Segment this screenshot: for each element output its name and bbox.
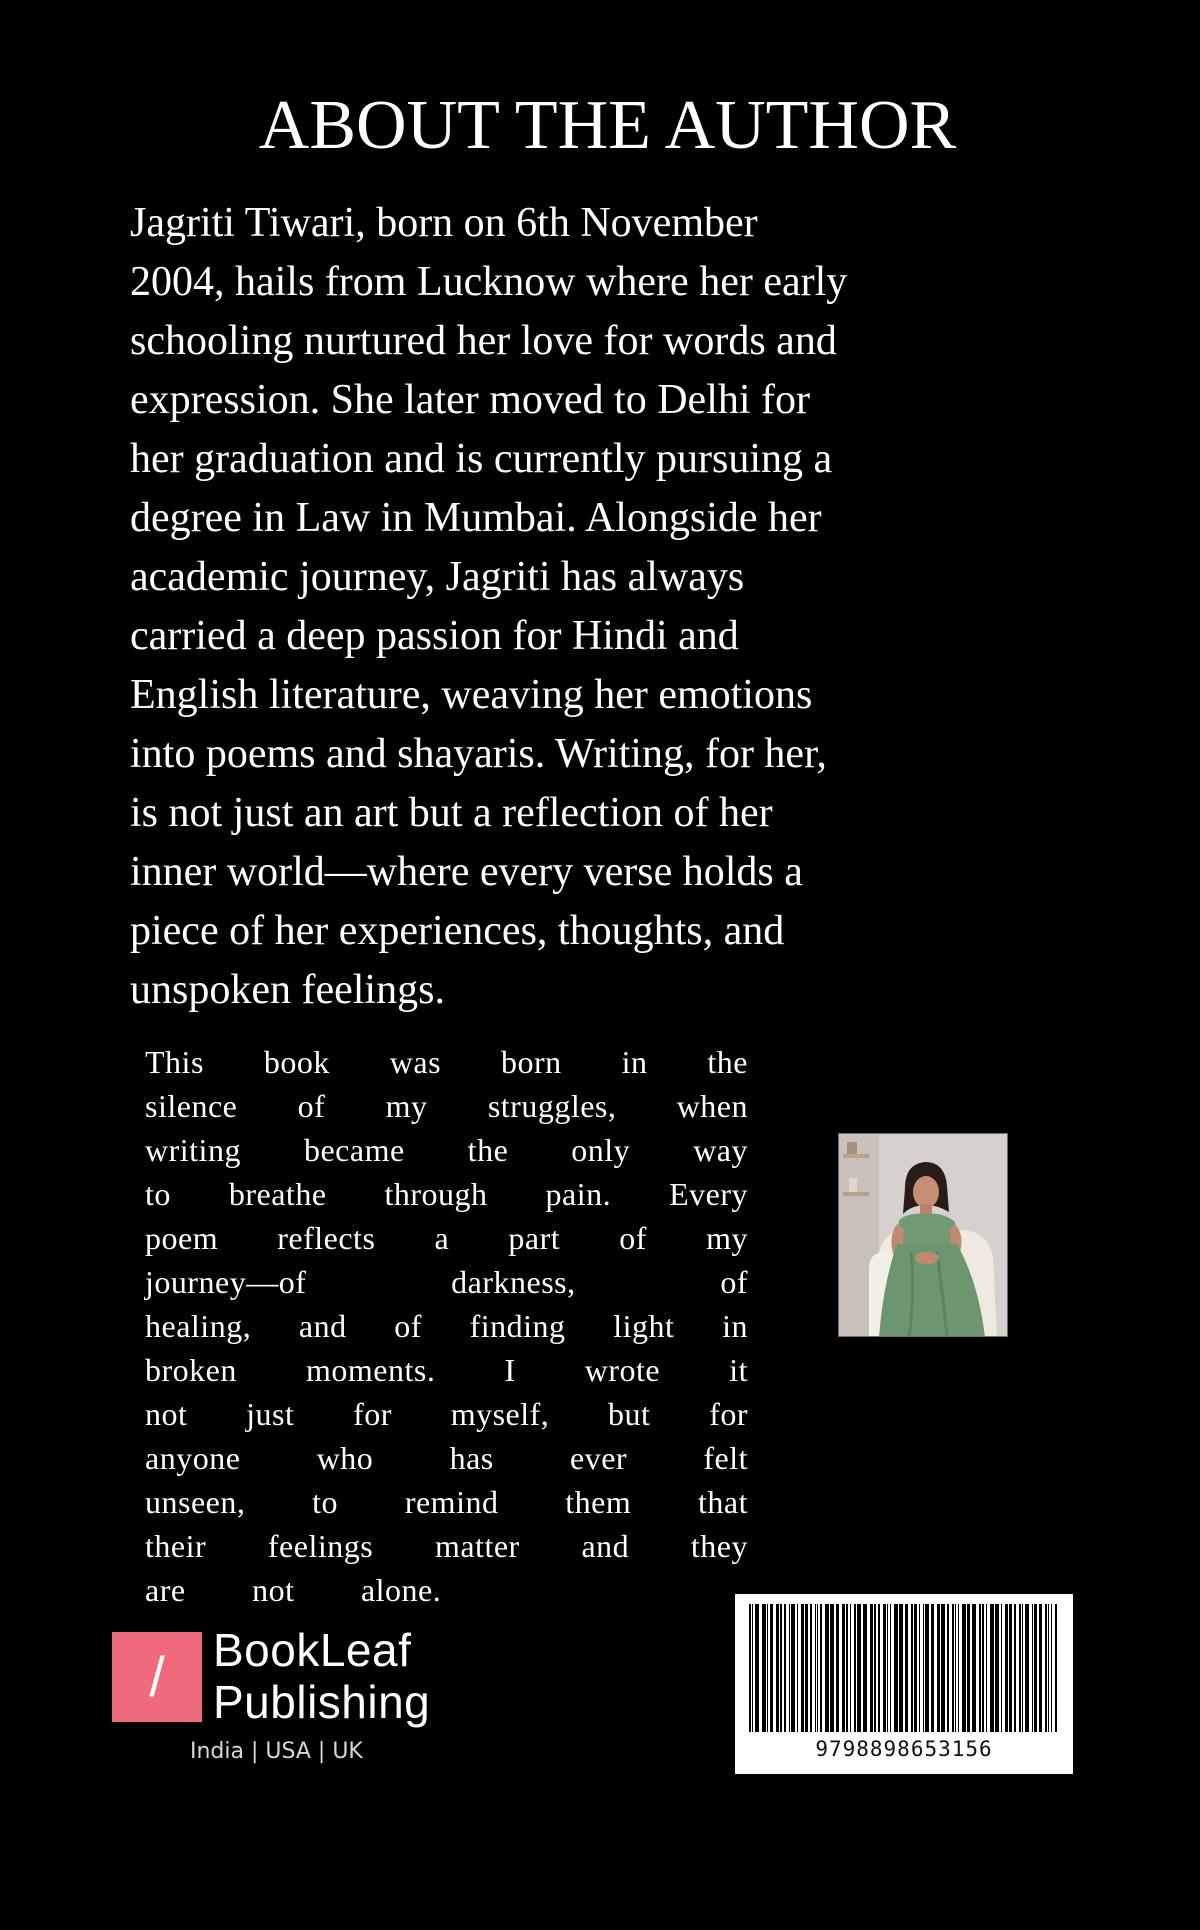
barcode-bar xyxy=(755,1604,759,1732)
barcode-bar xyxy=(962,1604,966,1732)
blurb-line: their feelings matter and they xyxy=(145,1528,748,1564)
barcode-bar xyxy=(925,1604,929,1732)
barcode-bar xyxy=(919,1604,920,1732)
publisher-regions: India | USA | UK xyxy=(190,1739,363,1764)
barcode-bar xyxy=(955,1604,956,1732)
barcode-bar xyxy=(878,1604,880,1732)
bio-line: 2004, hails from Lucknow where her early xyxy=(130,259,848,305)
barcode-bar xyxy=(958,1604,959,1732)
publisher-name-line1: BookLeaf xyxy=(213,1624,412,1676)
barcode-bar xyxy=(801,1604,804,1732)
barcode-bar xyxy=(857,1604,861,1732)
barcode-bar xyxy=(947,1604,949,1732)
barcode-bar xyxy=(854,1604,856,1732)
barcode-bars xyxy=(749,1604,1059,1732)
publisher-name-line2: Publishing xyxy=(213,1676,431,1728)
barcode-bar xyxy=(820,1604,822,1732)
bio-line: is not just an art but a reflection of her xyxy=(130,790,773,836)
barcode-bar xyxy=(986,1604,987,1732)
bio-line: carried a deep passion for Hindi and xyxy=(130,613,739,659)
barcode-bar xyxy=(815,1604,816,1732)
barcode-bar xyxy=(995,1604,999,1732)
barcode-bar xyxy=(1019,1604,1021,1732)
bio-line: unspoken feelings. xyxy=(130,967,445,1013)
barcode-bar xyxy=(979,1604,981,1732)
barcode-bar xyxy=(749,1604,751,1732)
barcode-bar xyxy=(836,1604,839,1732)
author-photo-illustration xyxy=(839,1134,1008,1337)
barcode-bar xyxy=(770,1604,773,1732)
author-bio xyxy=(130,194,970,1020)
barcode-bar xyxy=(883,1604,886,1732)
barcode-bar xyxy=(1022,1604,1023,1732)
author-photo xyxy=(838,1133,1008,1337)
publisher-logo-icon xyxy=(112,1632,202,1722)
barcode-bar xyxy=(899,1604,903,1732)
barcode-bar xyxy=(1051,1604,1052,1732)
bio-line: expression. She later moved to Delhi for xyxy=(130,377,810,423)
barcode-bar xyxy=(767,1604,768,1732)
bio-line: inner world—where every verse holds a xyxy=(130,849,803,895)
barcode-bar xyxy=(846,1604,848,1732)
blurb-line: anyone who has ever felt xyxy=(145,1440,748,1476)
barcode-bar xyxy=(1034,1604,1037,1732)
bio-line: degree in Law in Mumbai. Alongside her xyxy=(130,495,822,541)
page-title: ABOUT THE AUTHOR xyxy=(258,87,957,164)
barcode-bar xyxy=(776,1604,779,1732)
barcode-bar xyxy=(923,1604,924,1732)
barcode-bar xyxy=(1048,1604,1049,1732)
barcode-bar xyxy=(752,1604,753,1732)
blurb-line: unseen, to remind them that xyxy=(145,1484,748,1520)
barcode-bar xyxy=(914,1604,917,1732)
logo-slash-glyph: / xyxy=(149,1645,165,1708)
barcode-bar xyxy=(842,1604,845,1732)
barcode-bar xyxy=(894,1604,898,1732)
barcode-bar xyxy=(825,1604,829,1732)
blurb-line: healing, and of finding light in xyxy=(145,1308,748,1344)
barcode-bar xyxy=(937,1604,940,1732)
bio-line: Jagriti Tiwari, born on 6th November xyxy=(130,200,758,246)
bio-line: English literature, weaving her emotions xyxy=(130,672,813,718)
barcode-bar xyxy=(990,1604,994,1732)
barcode-bar xyxy=(1032,1604,1033,1732)
barcode-bar xyxy=(1009,1604,1012,1732)
barcode-bar xyxy=(810,1604,812,1732)
barcode-bar xyxy=(1045,1604,1047,1732)
blurb-line: are not alone. xyxy=(145,1572,442,1608)
barcode-bar xyxy=(905,1604,908,1732)
blurb-line: silence of my struggles, when xyxy=(145,1088,748,1124)
barcode-bar xyxy=(830,1604,834,1732)
barcode-bar xyxy=(1055,1604,1057,1732)
barcode-bar xyxy=(874,1604,876,1732)
barcode-bar xyxy=(762,1604,766,1732)
barcode-bar xyxy=(791,1604,795,1732)
barcode-bar xyxy=(789,1604,790,1732)
bio-line: academic journey, Jagriti has always xyxy=(130,554,745,600)
barcode-bar xyxy=(1014,1604,1016,1732)
barcode-bar xyxy=(952,1604,954,1732)
barcode-bar xyxy=(784,1604,786,1732)
bio-line: schooling nurtured her love for words and xyxy=(130,318,837,364)
barcode-bar xyxy=(911,1604,913,1732)
book-blurb xyxy=(145,1040,748,1612)
bio-line: into poems and shayaris. Writing, for her, xyxy=(130,731,827,777)
blurb-line: poem reflects a part of my xyxy=(145,1220,748,1256)
barcode-bar xyxy=(941,1604,945,1732)
barcode-bar xyxy=(1005,1604,1008,1732)
barcode-bar xyxy=(931,1604,934,1732)
barcode-bar xyxy=(1039,1604,1042,1732)
bio-line: her graduation and is currently pursuing a xyxy=(130,436,833,482)
barcode-bar xyxy=(887,1604,888,1732)
barcode-bar xyxy=(1001,1604,1002,1732)
barcode-bar xyxy=(870,1604,873,1732)
barcode-bar xyxy=(863,1604,867,1732)
barcode-bar xyxy=(805,1604,808,1732)
blurb-line: broken moments. I wrote it xyxy=(145,1352,748,1388)
barcode-bar xyxy=(1025,1604,1029,1732)
blurb-line: not just for myself, but for xyxy=(145,1396,748,1432)
barcode-bar xyxy=(972,1604,976,1732)
isbn-number: 9798898653156 xyxy=(815,1737,993,1761)
bio-line: piece of her experiences, thoughts, and xyxy=(130,908,785,954)
isbn-barcode xyxy=(735,1594,1073,1774)
barcode-bar xyxy=(780,1604,782,1732)
blurb-line: writing became the only way xyxy=(145,1132,748,1168)
blurb-line: This book was born in the xyxy=(145,1044,748,1080)
barcode-bar xyxy=(797,1604,798,1732)
barcode-bar xyxy=(982,1604,984,1732)
barcode-bar xyxy=(890,1604,891,1732)
barcode-bar xyxy=(967,1604,970,1732)
blurb-line: journey—of darkness, of xyxy=(145,1264,748,1300)
blurb-line: to breathe through pain. Every xyxy=(145,1176,748,1212)
barcode-bar xyxy=(817,1604,818,1732)
barcode-bar xyxy=(850,1604,851,1732)
